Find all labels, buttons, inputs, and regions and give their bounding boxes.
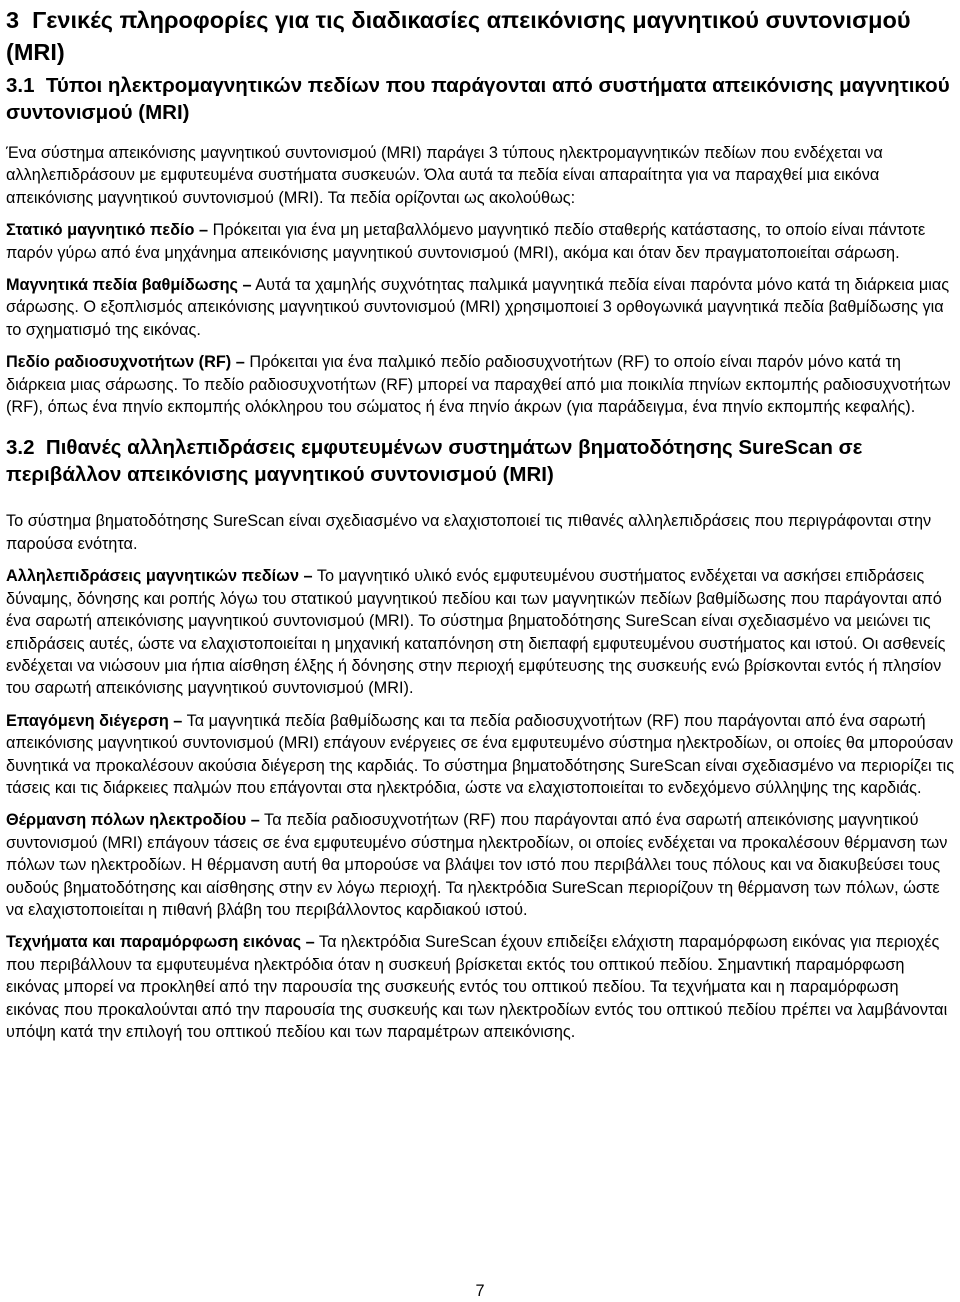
definition-paragraph bbox=[6, 809, 956, 921]
section-title: Τύποι ηλεκτρομαγνητικών πεδίων που παράγονται από συστήματα απεικόνισης μαγνητικού συντονισμού (MRI) bbox=[6, 74, 950, 124]
section-intro: Το σύστημα βηματοδότησης SureScan είναι σχεδιασμένο να ελαχιστοποιεί τις πιθανές αλληλεπιδράσεις που περιγράφονται στην παρούσα ενότητα. bbox=[6, 512, 932, 553]
definition-paragraph bbox=[6, 931, 956, 1043]
section-number: 3.1 bbox=[6, 74, 35, 97]
definition-term: Θέρμανση πόλων ηλεκτροδίου – bbox=[6, 811, 260, 830]
definition-term: Στατικό μαγνητικό πεδίο – bbox=[6, 221, 209, 240]
definition-text: Τα ηλεκτρόδια SureScan έχουν επιδείξει ελάχιστη παραμόρφωση εικόνας για περιοχές που περιβάλλουν τα εμφυτευμένα ηλεκτρόδια όταν η συσκευή βρίσκεται εκτός του οπτικού πεδίου. Σημαντική παραμόρφωση εικόνας μπορεί να προκληθεί από την παρουσία της συσκευής εντός του οπτικού πεδίου. Τα τεχνήματα και η παραμόρφωση εικόνας που προκαλούνται από την παρουσία της συσκευής και των ηλεκτροδίων εντός του οπτικού πεδίου πρέπει να λαμβάνονται υπόψη κατά την επιλογή του οπτικού πεδίου και των παραμέτρων απεικόνισης. bbox=[6, 933, 948, 1041]
definition-term: Επαγόμενη διέγερση – bbox=[6, 711, 183, 730]
definition-paragraph bbox=[6, 219, 956, 264]
page-number: 7 bbox=[475, 1282, 485, 1300]
section-heading bbox=[6, 434, 956, 488]
definition-term: Τεχνήματα και παραμόρφωση εικόνας – bbox=[6, 933, 315, 952]
chapter-title: Γενικές πληροφορίες για τις διαδικασίες απεικόνισης μαγνητικού συντονισμού (MRI) bbox=[6, 7, 911, 65]
section-heading bbox=[6, 72, 956, 126]
chapter-number: 3 bbox=[6, 7, 20, 33]
definition-text: Πρόκειται για ένα μη μεταβαλλόμενο μαγνητικό πεδίο σταθερής κατάστασης, το οποίο είναι πάντοτε παρόν γύρω από ένα μηχάνημα απεικόνισης μαγνητικού συντονισμού (MRI), ακόμα και όταν δεν πραγματοποιείται σάρωση. bbox=[6, 221, 926, 262]
definition-term: Πεδίο ραδιοσυχνοτήτων (RF) – bbox=[6, 353, 245, 372]
section-intro: Ένα σύστημα απεικόνισης μαγνητικού συντονισμού (MRI) παράγει 3 τύπους ηλεκτρομαγνητικών πεδίων που ενδέχεται να αλληλεπιδράσουν με εμφυτευμένα συστήματα συσκευών. Όλα αυτά τα πεδία είναι απαραίτητα για να παραχθεί μια εικόνα απεικόνισης μαγνητικού συντονισμού (MRI). Τα πεδία ορίζονται ως ακολούθως: bbox=[6, 144, 883, 207]
definition-text: Τα μαγνητικά πεδία βαθμίδωσης και τα πεδία ραδιοσυχνοτήτων (RF) που παράγονται από ένα σαρωτή απεικόνισης μαγνητικού συντονισμού (MRI) επάγουν ενέργειες σε ένα εμφυτευμένο σύστημα ηλεκτροδίων, οι οποίες θα μπορούσαν δυνητικά να προκαλέσουν ακούσια διέγερση της καρδιάς. Το σύστημα βηματοδότησης SureScan είναι σχεδιασμένο να περιορίζει τις τάσεις και τις διάρκειες παλμών που επάγονται στα ηλεκτρόδια, ώστε να ελαχιστοποιείται το ενδεχόμενο σύλληψης της καρδιάς. bbox=[6, 711, 955, 797]
definition-paragraph bbox=[6, 710, 956, 800]
section-number: 3.2 bbox=[6, 436, 35, 460]
definition-paragraph bbox=[6, 565, 956, 699]
chapter-heading bbox=[6, 4, 956, 68]
definition-text: Το μαγνητικό υλικό ενός εμφυτευμένου συστήματος ενδέχεται να ασκήσει επιδράσεις δύναμης, δόνησης και ροπής λόγω του στατικού μαγνητικού πεδίου και των μαγνητικών πεδίων βαθμίδωσης που παράγονται από ένα σαρωτή απεικόνισης μαγνητικού συντονισμού (MRI). Το σύστημα βηματοδότησης SureScan είναι σχεδιασμένο να μειώνει τις επιδράσεις αυτές, ώστε να ελαχιστοποιείται η μηχανική καταπόνηση στη διεπαφή εμφυτευμένου συστήματος και ιστού. Οι ασθενείς ενδέχεται να νιώσουν μια ήπια αίσθηση έλξης ή δόνησης στην περιοχή εμφύτευσης της συσκευής ενώ βρίσκονται εντός ή πλησίον του σαρωτή απεικόνισης μαγνητικού συντονισμού (MRI). bbox=[6, 567, 946, 698]
definition-text: Πρόκειται για ένα παλμικό πεδίο ραδιοσυχνοτήτων (RF) το οποίο είναι παρόν μόνο κατά τη διάρκεια μιας σάρωσης. Το πεδίο ραδιοσυχνοτήτων (RF) μπορεί να παραχθεί από μια ποικιλία πηνίων εκπομπής ραδιοσυχνοτήτων (RF), όπως ένα πηνίο εκπομπής ολόκληρου του σώματος ή ένα πηνίο άκρων (για παράδειγμα, ένα πηνίο εκπομπής κεφαλής). bbox=[6, 353, 951, 417]
definition-text: Αυτά τα χαμηλής συχνότητας παλμικά μαγνητικά πεδία είναι παρόντα μόνο κατά τη διάρκεια μιας σάρωσης. Ο εξοπλισμός απεικόνισης μαγνητικού συντονισμού (MRI) χρησιμοποιεί 3 ορθογωνικά μαγνητικά πεδία βαθμίδωσης για το σχηματισμό της εικόνας. bbox=[6, 276, 950, 339]
definition-paragraph bbox=[6, 274, 956, 341]
definition-term: Μαγνητικά πεδία βαθμίδωσης – bbox=[6, 276, 252, 295]
definition-term: Αλληλεπιδράσεις μαγνητικών πεδίων – bbox=[6, 567, 313, 586]
definition-text: Τα πεδία ραδιοσυχνοτήτων (RF) που παράγονται από ένα σαρωτή απεικόνισης μαγνητικού συντονισμού (MRI) επάγουν τάσεις σε ένα εμφυτευμένο σύστημα ηλεκτροδίων, οι οποίες ενδέχεται να προκαλέσουν θέρμανση των πόλων των ηλεκτροδίων. Η θέρμανση αυτή θα μπορούσε να βλάψει τον ιστό που περιβάλλει τους πόλους και να διακυβεύσει τους ουδούς βηματοδότησης και αίσθησης στην εν λόγω περιοχή. Τα ηλεκτρόδια SureScan περιορίζουν τη θέρμανση των πόλων, ώστε να ελαχιστοποιείται η πιθανή βλάβη του περιβάλλοντος καρδιακού ιστού. bbox=[6, 811, 948, 919]
document-page bbox=[6, 0, 956, 1043]
definition-paragraph bbox=[6, 351, 956, 418]
section-title: Πιθανές αλληλεπιδράσεις εμφυτευμένων συστημάτων βηματοδότησης SureScan σε περιβάλλον απεικόνισης μαγνητικού συντονισμού (MRI) bbox=[6, 436, 863, 487]
